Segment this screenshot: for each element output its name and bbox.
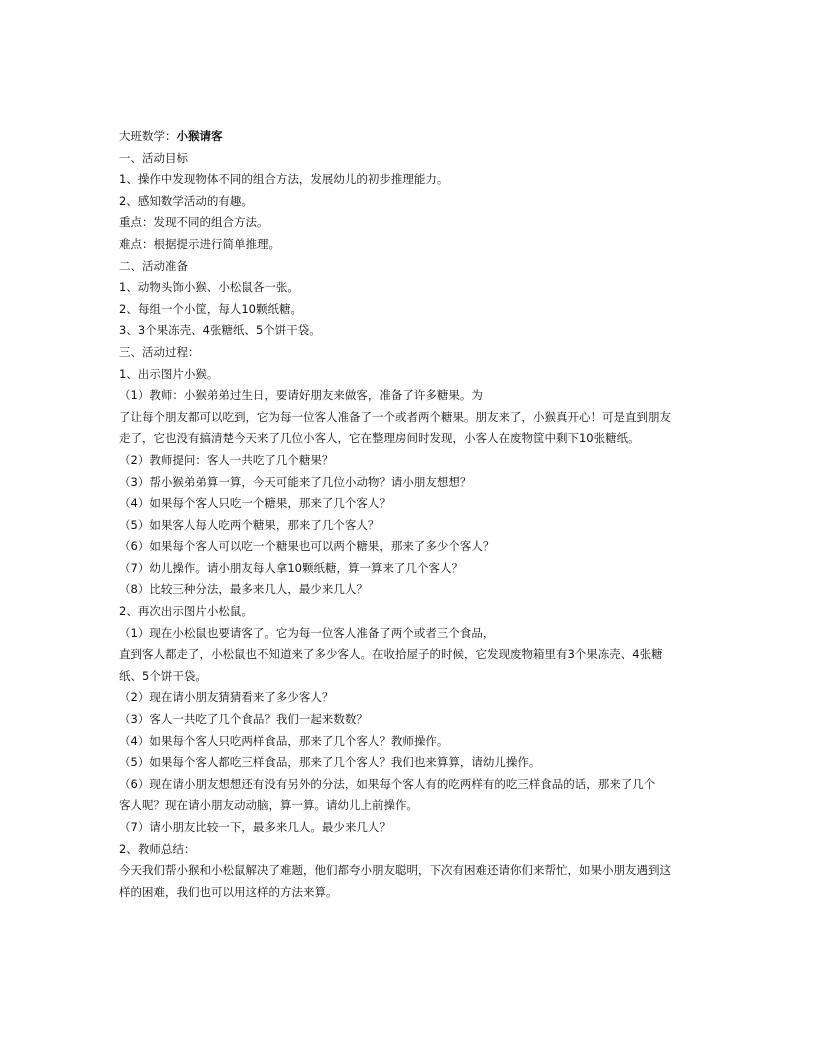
section-heading-process: 三、活动过程： xyxy=(119,344,200,359)
paragraph-line: （2）教师提问：客人一共吃了几个糖果？ xyxy=(119,452,334,467)
document-body xyxy=(119,126,699,903)
paragraph-line: 直到客人都走了，小松鼠也不知道来了多少客人。在收拾屋子的时候，它发现废物箱里有3个果冻壳、4张糖 xyxy=(119,647,663,662)
process-step-2: 2、再次出示图片小松鼠。 xyxy=(119,604,253,619)
paragraph-line: （1）教师：小猴弟弟过生日，要请好朋友来做客，准备了许多糖果。为 xyxy=(119,388,483,403)
key-point: 重点：发现不同的组合方法。 xyxy=(119,215,269,230)
summary-line: 样的困难，我们也可以用这样的方法来算。 xyxy=(119,884,338,899)
process-step-1: 1、出示图片小猴。 xyxy=(119,366,219,381)
paragraph-line: （7）请小朋友比较一下，最多来几人。最少来几人？ xyxy=(119,820,391,834)
paragraph-line: （5）如果客人每人吃两个糖果，那来了几个客人？ xyxy=(119,517,380,532)
paragraph-line: 客人呢？现在请小朋友动动脑，算一算。请幼儿上前操作。 xyxy=(119,798,418,813)
section-heading-preparation: 二、活动准备 xyxy=(119,258,188,273)
paragraph-line: 了让每个朋友都可以吃到，它为每一位客人准备了一个或者两个糖果。朋友来了，小猴真开心！可是直到朋友 xyxy=(119,409,671,424)
title-name: 小猴请客 xyxy=(176,129,223,143)
paragraph-line: 走了，它也没有搞清楚今天来了几位小客人，它在整理房间时发现，小客人在废物筐中剩下10张糖纸。 xyxy=(119,431,640,446)
paragraph-line: 纸、5个饼干袋。 xyxy=(119,668,207,683)
goal-item-1: 1、操作中发现物体不同的组合方法，发展幼儿的初步推理能力。 xyxy=(119,172,449,187)
title-prefix: 大班数学： xyxy=(119,129,177,143)
paragraph-line: （4）如果每个客人只吃两样食品，那来了几个客人？教师操作。 xyxy=(119,733,449,748)
paragraph-line: （4）如果每个客人只吃一个糖果，那来了几个客人？ xyxy=(119,496,391,511)
difficult-point: 难点：根据提示进行简单推理。 xyxy=(119,236,280,251)
paragraph-line: （5）如果每个客人都吃三样食品，那来了几个客人？我们也来算算，请幼儿操作。 xyxy=(119,755,541,770)
prep-item-1: 1、动物头饰小猴、小松鼠各一张。 xyxy=(119,280,299,295)
goal-item-2: 2、感知数学活动的有趣。 xyxy=(119,193,253,208)
paragraph-line: （7）幼儿操作。请小朋友每人拿10颗纸糖，算一算来了几个客人？ xyxy=(119,560,463,575)
section-heading-goals: 一、活动目标 xyxy=(119,150,188,165)
paragraph-line: （1）现在小松鼠也要请客了。它为每一位客人准备了两个或者三个食品， xyxy=(119,625,495,640)
prep-item-3: 3、3个果冻壳、4张糖纸、5个饼干袋。 xyxy=(119,323,321,338)
document-title xyxy=(119,126,699,148)
prep-item-2: 2、每组一个小筐，每人10颗纸糖。 xyxy=(119,301,302,316)
paragraph-line: （3）帮小猴弟弟算一算，今天可能来了几位小动物？请小朋友想想？ xyxy=(119,474,472,489)
paragraph-line: （3）客人一共吃了几个食品？我们一起来数数？ xyxy=(119,712,368,727)
summary-line: 今天我们帮小猴和小松鼠解决了难题，他们都夸小朋友聪明，下次有困难还请你们来帮忙，如果小朋友遇到这 xyxy=(119,863,671,878)
paragraph-line: （8）比较三种分法，最多来几人，最少来几人？ xyxy=(119,582,368,597)
paragraph-line: （2）现在请小朋友猜猜看来了多少客人？ xyxy=(119,690,334,705)
paragraph-line: （6）如果每个客人可以吃一个糖果也可以两个糖果，那来了多少个客人？ xyxy=(119,539,495,554)
paragraph-line: （6）现在请小朋友想想还有没有另外的分法，如果每个客人有的吃两样有的吃三样食品的话，那来了几个 xyxy=(119,776,656,791)
summary-heading: 2、教师总结： xyxy=(119,841,196,856)
